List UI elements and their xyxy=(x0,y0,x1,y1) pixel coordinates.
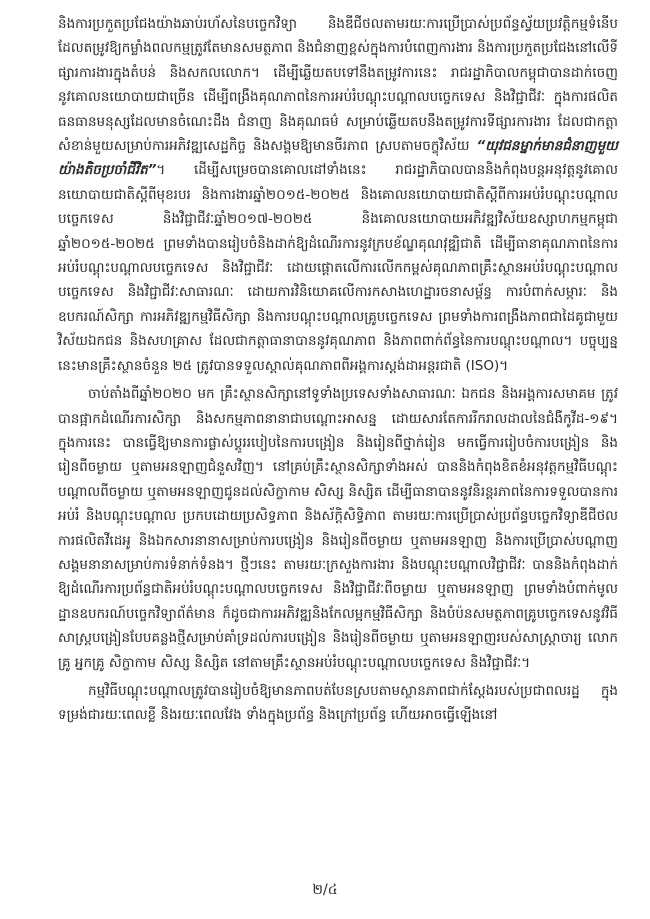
vision-quote: “យុវជនម្នាក់មានជំនាញមួយយ៉ាងតិចប្រចាំជីវិត” xyxy=(58,138,618,179)
page-number: ២/៤ xyxy=(312,882,338,898)
body-text xyxy=(58,12,618,728)
paragraph-1 xyxy=(58,12,618,378)
paragraph-1-text-continued: ។ ដើម្បីសម្រេចបានគោលដៅទាំងនេះ រាជរដ្ឋាភិបាលបាននិងកំពុងបន្តអនុវត្តនូវគោលនយោបាយជាតិស្តីពីមុខរបរ និងការងារឆ្នាំ២០១៥-២០២៥ និងគោលនយោបាយជាតិស្តីពីការអប់រំបណ្តុះបណ្តាលបច្ចេកទេស និងវិជ្ជាជីវៈឆ្នាំ២០១៧-២០២៥ និងគោលនយោបាយអភិវឌ្ឍវិស័យឧស្សាហកម្មកម្ពុជាឆ្នាំ២០១៥-២០២៥ ព្រមទាំងបានរៀបចំនិងដាក់ឱ្យដំណើរការនូវក្របខ័ណ្ឌគុណវុឌ្ឍិជាតិ ដើម្បីធានាគុណភាពនៃការអប់រំបណ្តុះបណ្តាលបច្ចេកទេស និងវិជ្ជាជីវៈ ដោយផ្តោតលើការលើកកម្ពស់គុណភាពគ្រឹះស្ថានអប់រំបណ្តុះបណ្តាលបច្ចេកទេស និងវិជ្ជាជីវៈសាធារណៈ ដោយការវិនិយោគលើការកសាងហេដ្ឋារចនាសម្ព័ន្ធ ការបំពាក់សម្ភារៈ និងឧបករណ៍សិក្សា ការអភិវឌ្ឍកម្មវិធីសិក្សា និងការបណ្តុះបណ្តាលគ្រូបច្ចេកទេស ព្រមទាំងការពង្រឹងភាពជាដៃគូជាមួយវិស័យឯកជន និងសហគ្រាស ដែលជាកត្តាធានាបាននូវគុណភាព និងភាពពាក់ព័ន្ធនៃការបណ្តុះបណ្តាល។ បច្ចុប្បន្ននេះមានគ្រឹះស្ថានចំនួន ២៥ ត្រូវបានទទួលស្គាល់គុណភាពពីអង្គការស្តង់ដាអន្តរជាតិ (ISO)។ xyxy=(58,162,618,374)
paragraph-2: ចាប់តាំងពីឆ្នាំ២០២០ មក គ្រឹះស្ថានសិក្សានៅទូទាំងប្រទេសទាំងសាធារណៈ ឯកជន និងអង្គការសមាគម ត្រូវបានផ្អាកដំណើរការសិក្សា និងសកម្មភាពនានាជាបណ្តោះអាសន្ន ដោយសារតែការរីករាលដាលនៃជំងឺកូវីដ-១៩។ ក្នុងការនេះ បានធ្វើឱ្យមានការផ្លាស់ប្តូររបៀបនៃការបង្រៀន និងរៀនពីថ្នាក់រៀន មកធ្វើការរៀបចំការបង្រៀន និងរៀនពីចម្ងាយ ឬតាមអនឡាញជំនួសវិញ។ នៅគ្រប់គ្រឹះស្ថានសិក្សាទាំងអស់ បាននិងកំពុងខិតខំអនុវត្តកម្មវិធីបណ្តុះបណ្តាលពីចម្ងាយ ឬតាមអនឡាញជូនដល់សិក្ខាកាម សិស្ស និស្សិត ដើម្បីធានាបាននូវនិរន្តរភាពនៃការទទួលបានការអប់រំ និងបណ្តុះបណ្តាល ប្រកបដោយប្រសិទ្ធភាព និងស័ក្តិសិទ្ធិភាព តាមរយៈការប្រើប្រាស់ប្រព័ន្ធបច្ចេកវិទ្យាឌីជីថល ការផលិតវីដេអូ និងឯកសារនានាសម្រាប់ការបង្រៀន និងរៀនពីចម្ងាយ ឬតាមអនឡាញ និងការប្រើប្រាស់បណ្តាញសង្គមនានាសម្រាប់ការទំនាក់ទំនង។ ថ្មីៗនេះ តាមរយៈក្រសួងការងារ និងបណ្តុះបណ្តាលវិជ្ជាជីវៈ បាននិងកំពុងដាក់ឱ្យដំណើរការប្រព័ន្ធជាតិអប់រំបណ្តុះបណ្តាលបច្ចេកទេស និងវិជ្ជាជីវៈពីចម្ងាយ ឬតាមអនឡាញ ព្រមទាំងបំពាក់មូលដ្ឋានឧបករណ៍បច្ចេកវិទ្យាព័ត៌មាន ក៏ដូចជាការអភិវឌ្ឍនិងកែលម្អកម្មវិធីសិក្សា និងបំប៉នសមត្ថភាពគ្រូបច្ចេកទេសនូវវិធីសាស្ត្របង្រៀនបែបគន្លងថ្មីសម្រាប់គាំទ្រដល់ការបង្រៀន និងរៀនពីចម្ងាយ ឬតាមអនឡាញរបស់សាស្ត្រាចារ្យ លោកគ្រូ អ្នកគ្រូ សិក្ខាកាម សិស្ស និស្សិត នៅតាមគ្រឹះស្ថានអប់រំបណ្តុះបណ្តាលបច្ចេកទេស និងវិជ្ជាជីវៈ។ xyxy=(58,386,618,671)
paragraph-1-text: និងការប្រកួតប្រជែងយ៉ាងឆាប់រហ័សនៃបច្ចេកវិទ្យា និងឌីជីថលតាមរយៈការប្រើប្រាស់ប្រព័ន្ធស្វ័យប្រវត្តិកម្មទំនើប ដែលតម្រូវឱ្យកម្លាំងពលកម្មត្រូវតែមានសមត្ថភាព និងជំនាញខ្ពស់ក្នុងការបំពេញការងារ និងការប្រកួតប្រជែងនៅលើទីផ្សារការងារក្នុងតំបន់ និងសកលលោក។ ដើម្បីឆ្លើយតបទៅនឹងតម្រូវការនេះ រាជរដ្ឋាភិបាលកម្ពុជាបានដាក់ចេញនូវគោលនយោបាយជាច្រើន ដើម្បីពង្រឹងគុណភាពនៃការអប់រំបណ្តុះបណ្តាលបច្ចេកទេស និងវិជ្ជាជីវៈ ក្នុងការផលិតធនធានមនុស្សដែលមានចំណេះដឹង ជំនាញ និងគុណធម៌ សម្រាប់ឆ្លើយតបនឹងតម្រូវការទីផ្សារការងារ ដែលជាកត្តាសំខាន់មួយសម្រាប់ការអភិវឌ្ឍសេដ្ឋកិច្ច និងសង្គមឱ្យមានចីរភាព ស្របតាមចក្ខុវិស័យ xyxy=(58,16,618,155)
paragraph-3: កម្មវិធីបណ្តុះបណ្តាលត្រូវបានរៀបចំឱ្យមានភាពបត់បែនស្របតាមស្ថានភាពជាក់ស្តែងរបស់ប្រជាពលរដ្ឋ ក្នុងទម្រង់ជារយៈពេលខ្លី និងរយៈពេលវែង ទាំងក្នុងប្រព័ន្ធ និងក្រៅប្រព័ន្ធ ហើយអាចធ្វើឡើងនៅ xyxy=(58,682,618,724)
